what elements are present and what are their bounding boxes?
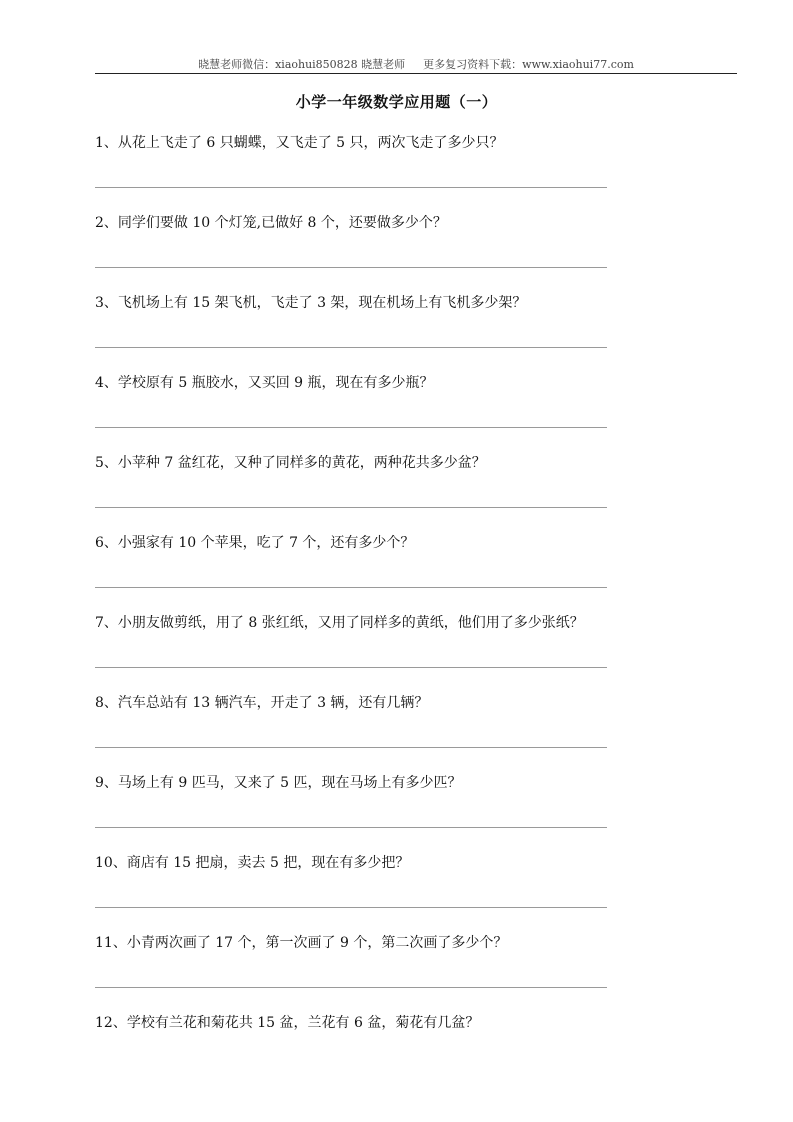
question-text: 8、汽车总站有 13 辆汽车，开走了 3 辆，还有几辆？ xyxy=(95,695,429,711)
answer-line xyxy=(95,347,607,348)
answer-line xyxy=(95,827,607,828)
question-item xyxy=(95,530,735,610)
question-item xyxy=(95,290,735,370)
question-item xyxy=(95,130,735,210)
question-item xyxy=(95,930,735,1010)
question-item xyxy=(95,210,735,290)
page-title: 小学一年级数学应用题（一） xyxy=(295,93,498,111)
question-item xyxy=(95,450,735,530)
question-text: 10、商店有 15 把扇，卖去 5 把，现在有多少把？ xyxy=(95,855,410,871)
header-download-link[interactable]: 更多复习资料下载：www.xiaohui77.com xyxy=(423,58,634,71)
answer-line xyxy=(95,987,607,988)
question-text: 2、同学们要做 10 个灯笼,已做好 8 个，还要做多少个？ xyxy=(95,215,447,231)
answer-line xyxy=(95,427,607,428)
question-text: 1、从花上飞走了 6 只蝴蝶，又飞走了 5 只，两次飞走了多少只？ xyxy=(95,135,504,151)
question-text: 6、小强家有 10 个苹果，吃了 7 个，还有多少个？ xyxy=(95,535,415,551)
answer-line xyxy=(95,507,607,508)
question-text: 7、小朋友做剪纸，用了 8 张红纸，又用了同样多的黄纸，他们用了多少张纸？ xyxy=(95,615,584,631)
question-text: 3、飞机场上有 15 架飞机，飞走了 3 架，现在机场上有飞机多少架？ xyxy=(95,295,527,311)
page-header xyxy=(95,56,737,74)
question-item xyxy=(95,1010,735,1090)
question-item xyxy=(95,770,735,850)
question-text: 4、学校原有 5 瓶胶水，又买回 9 瓶，现在有多少瓶？ xyxy=(95,375,434,391)
question-item xyxy=(95,370,735,450)
question-item xyxy=(95,690,735,770)
question-text: 12、学校有兰花和菊花共 15 盆，兰花有 6 盆，菊花有几盆？ xyxy=(95,1015,480,1031)
question-list xyxy=(95,130,735,1090)
question-item xyxy=(95,850,735,930)
answer-line xyxy=(95,587,607,588)
answer-line xyxy=(95,747,607,748)
question-text: 11、小青两次画了 17 个，第一次画了 9 个，第二次画了多少个？ xyxy=(95,935,508,951)
answer-line xyxy=(95,187,607,188)
question-text: 9、马场上有 9 匹马，又来了 5 匹，现在马场上有多少匹？ xyxy=(95,775,462,791)
answer-line xyxy=(95,667,607,668)
header-rule xyxy=(95,73,737,74)
header-contact: 晓慧老师微信：xiaohui850828 晓慧老师 xyxy=(198,58,406,71)
answer-line xyxy=(95,267,607,268)
question-text: 5、小苹种 7 盆红花，又种了同样多的黄花，两种花共多少盆？ xyxy=(95,455,486,471)
question-item xyxy=(95,610,735,690)
answer-line xyxy=(95,907,607,908)
